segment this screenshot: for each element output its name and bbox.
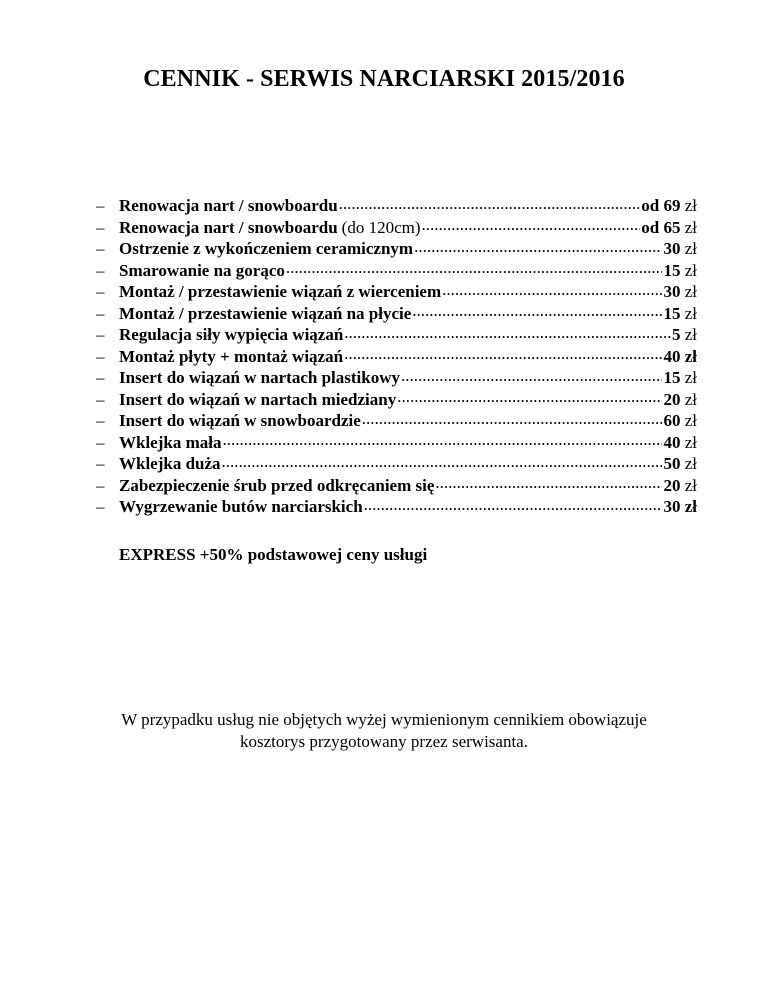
price-currency: zł (680, 497, 697, 516)
bullet-dash: – (96, 389, 105, 409)
dot-leader (412, 302, 662, 319)
service-name: Smarowanie na gorąco (119, 260, 285, 280)
price-currency: zł (680, 260, 697, 280)
bullet-dash: – (96, 346, 105, 366)
price-row (96, 366, 697, 388)
service-price (663, 389, 697, 411)
bullet-dash: – (96, 196, 105, 215)
price-row (96, 452, 697, 474)
bullet-dash: – (96, 303, 105, 323)
price-currency: zł (680, 411, 697, 430)
price-currency: zł (680, 303, 697, 323)
price-list (96, 194, 697, 517)
bullet-dash: – (96, 475, 105, 495)
service-name: Renowacja nart / snowboardu (119, 196, 338, 215)
price-amount: 40 (663, 346, 681, 366)
service-price (641, 195, 697, 217)
dot-leader (344, 323, 671, 340)
price-row (96, 345, 697, 367)
service-name: Insert do wiązań w snowboardzie (119, 411, 361, 430)
price-amount: 40 (663, 432, 681, 452)
price-currency: zł (680, 217, 697, 237)
service-name: Renowacja nart / snowboardu (119, 217, 338, 237)
price-row (96, 323, 697, 345)
service-price (663, 453, 697, 475)
dot-leader (222, 452, 663, 469)
bullet-dash: – (96, 260, 105, 280)
price-row (96, 280, 697, 302)
price-prefix: od (641, 196, 664, 215)
dot-leader (414, 237, 662, 254)
price-prefix: od (641, 217, 664, 237)
service-name: Montaż / przestawienie wiązań na płycie (119, 303, 412, 323)
service-name: Ostrzenie z wykończeniem ceramicznym (119, 239, 414, 258)
footer-line: W przypadku usług nie objętych wyżej wymienionym cennikiem obowiązuje (121, 710, 647, 729)
price-amount: 15 (663, 303, 681, 323)
price-amount: 69 (663, 196, 681, 215)
bullet-dash: – (96, 411, 105, 430)
dot-leader (364, 495, 663, 512)
bullet-dash: – (96, 325, 105, 344)
service-price (641, 217, 697, 239)
service-name: Wygrzewanie butów narciarskich (119, 497, 363, 516)
price-currency: zł (680, 389, 697, 409)
price-amount: 30 (663, 497, 681, 516)
price-row (96, 388, 697, 410)
price-row (96, 302, 697, 324)
price-row (96, 216, 697, 238)
page-title: CENNIK - SERWIS NARCIARSKI 2015/2016 (143, 66, 625, 92)
dot-leader (401, 366, 662, 383)
dot-leader (442, 280, 662, 297)
price-row (96, 194, 697, 216)
service-name: Montaż / przestawienie wiązań z wierceniem (119, 282, 442, 301)
service-price (663, 367, 697, 389)
service-name: Montaż płyty + montaż wiązań (119, 346, 344, 366)
price-amount: 5 (671, 325, 681, 344)
service-price (663, 238, 697, 260)
price-row (96, 431, 697, 453)
service-name: Wklejka mała (119, 432, 222, 452)
bullet-dash: – (96, 239, 105, 258)
service-name: Zabezpieczenie śrub przed odkręcaniem się (119, 475, 435, 495)
footer-line: kosztorys przygotowany przez serwisanta. (240, 732, 528, 751)
service-price (663, 303, 697, 325)
price-currency: zł (680, 432, 697, 452)
bullet-dash: – (96, 432, 105, 452)
price-amount: 65 (663, 217, 681, 237)
bullet-dash: – (96, 368, 105, 387)
service-price (663, 281, 697, 303)
price-currency: zł (680, 368, 697, 387)
service-name: Insert do wiązań w nartach plastikowy (119, 368, 400, 387)
service-price (663, 260, 697, 282)
price-currency: zł (680, 282, 697, 301)
price-amount: 60 (663, 411, 681, 430)
price-amount: 15 (663, 368, 681, 387)
service-name: Insert do wiązań w nartach miedziany (119, 389, 397, 409)
price-currency: zł (680, 239, 697, 258)
price-amount: 20 (663, 475, 681, 495)
dot-leader (362, 409, 663, 426)
service-name: Wklejka duża (119, 454, 221, 473)
price-row (96, 474, 697, 496)
dot-leader (435, 474, 662, 491)
bullet-dash: – (96, 497, 105, 516)
price-currency: zł (680, 475, 697, 495)
express-note: EXPRESS +50% podstawowej ceny usługi (119, 545, 428, 564)
price-row (96, 409, 697, 431)
dot-leader (344, 345, 662, 362)
dot-leader (397, 388, 662, 405)
price-amount: 20 (663, 389, 681, 409)
bullet-dash: – (96, 217, 105, 237)
price-amount: 15 (663, 260, 681, 280)
price-currency: zł (680, 454, 697, 473)
price-currency: zł (680, 346, 697, 366)
footer-note (0, 709, 768, 753)
price-row (96, 259, 697, 281)
dot-leader (339, 194, 641, 211)
service-price (663, 475, 697, 497)
service-price (663, 346, 697, 368)
service-price (672, 324, 697, 346)
price-amount: 50 (663, 454, 681, 473)
dot-leader (422, 216, 641, 233)
price-row (96, 237, 697, 259)
price-currency: zł (680, 325, 697, 344)
price-currency: zł (680, 196, 697, 215)
price-amount: 30 (663, 239, 681, 258)
bullet-dash: – (96, 282, 105, 301)
service-price (663, 410, 697, 432)
price-row (96, 495, 697, 517)
dot-leader (222, 431, 662, 448)
dot-leader (286, 259, 663, 276)
service-price (663, 432, 697, 454)
bullet-dash: – (96, 454, 105, 473)
price-amount: 30 (663, 282, 681, 301)
service-name: Regulacja siły wypięcia wiązań (119, 325, 344, 344)
service-extra: (do 120cm) (341, 217, 421, 237)
service-price (663, 496, 697, 518)
